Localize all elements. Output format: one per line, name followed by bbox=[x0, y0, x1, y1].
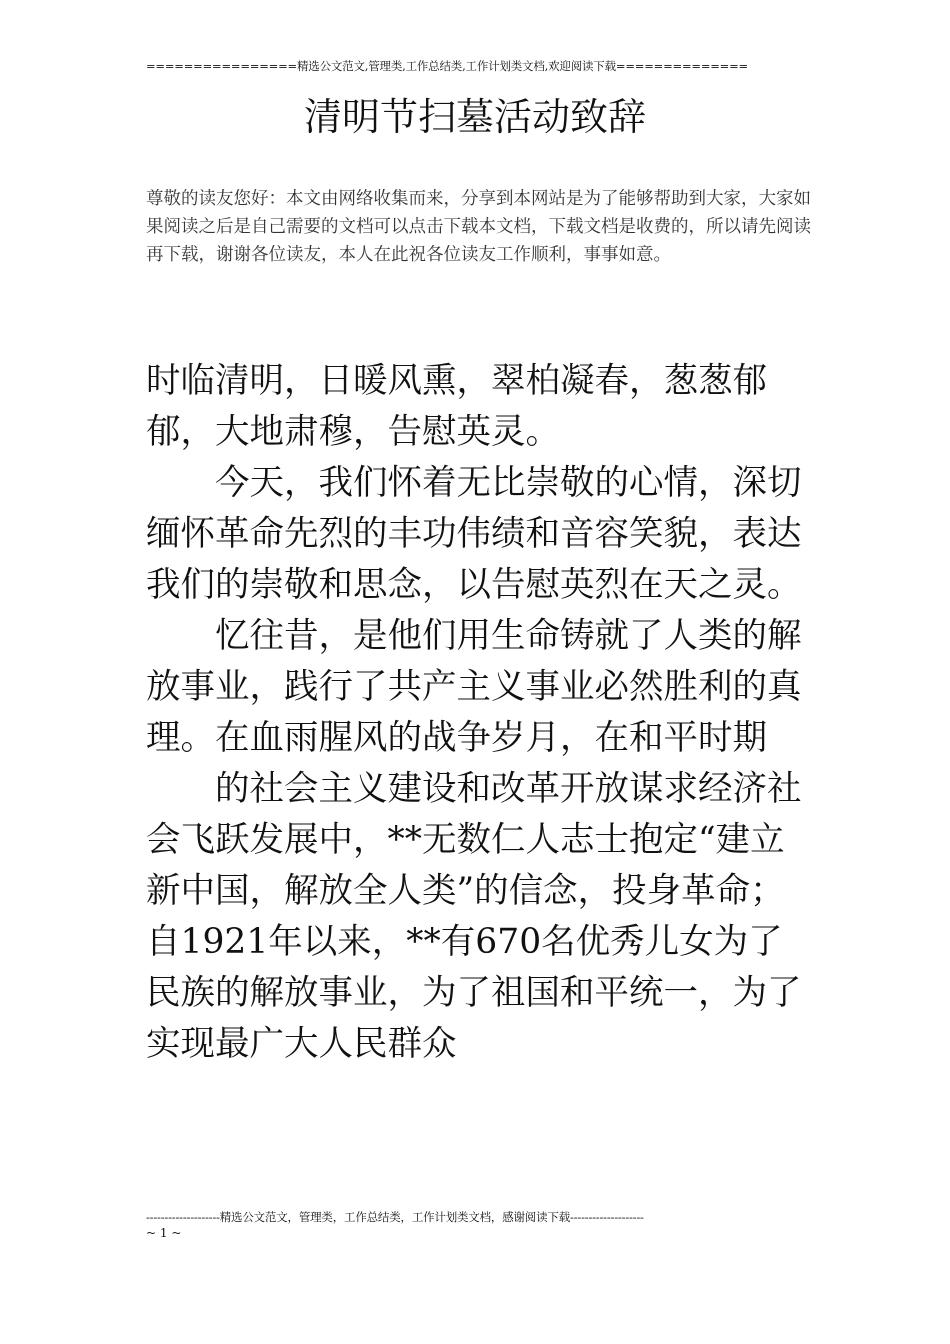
body-paragraph: 时临清明，日暖风熏，翠柏凝春，葱葱郁郁，大地肃穆，告慰英灵。 bbox=[146, 361, 767, 452]
body-paragraph: 忆往昔，是他们用生命铸就了人类的解放事业，践行了共产主义事业必然胜利的真理。在血雨腥风的战争岁月，在和平时期 bbox=[146, 616, 802, 758]
header-banner: ================精选公文范文,管理类,工作总结类,工作计划类文档,欢迎阅读下载============== bbox=[146, 59, 748, 73]
body-paragraph: 今天，我们怀着无比崇敬的心情，深切缅怀革命先烈的丰功伟绩和音容笑貌，表达我们的崇敬和思念，以告慰英烈在天之灵。 bbox=[146, 463, 802, 605]
body-paragraph: 的社会主义建设和改革开放谋求经济社会飞跃发展中，**无数仁人志士抱定“建立新中国，解放全人类”的信念，投身革命；自1921年以来，**有670名优秀儿女为了民族的解放事业，为了祖国和平统一，为了实现最广大人民群众 bbox=[146, 769, 802, 1064]
document-body bbox=[146, 356, 806, 1070]
footer-banner: --------------------精选公文范文，管理类，工作总结类，工作计划类文档，感谢阅读下载-------------------- bbox=[146, 1210, 644, 1224]
page-number: ~ 1 ~ bbox=[146, 1226, 182, 1240]
document-title: 清明节扫墓活动致辞 bbox=[303, 95, 646, 139]
reader-notice: 尊敬的读友您好：本文由网络收集而来，分享到本网站是为了能够帮助到大家，大家如果阅读之后是自己需要的文档可以点击下载本文档，下载文档是收费的，所以请先阅读再下载，谢谢各位读友，本人在此祝各位读友工作顺利，事事如意。 bbox=[146, 189, 811, 265]
